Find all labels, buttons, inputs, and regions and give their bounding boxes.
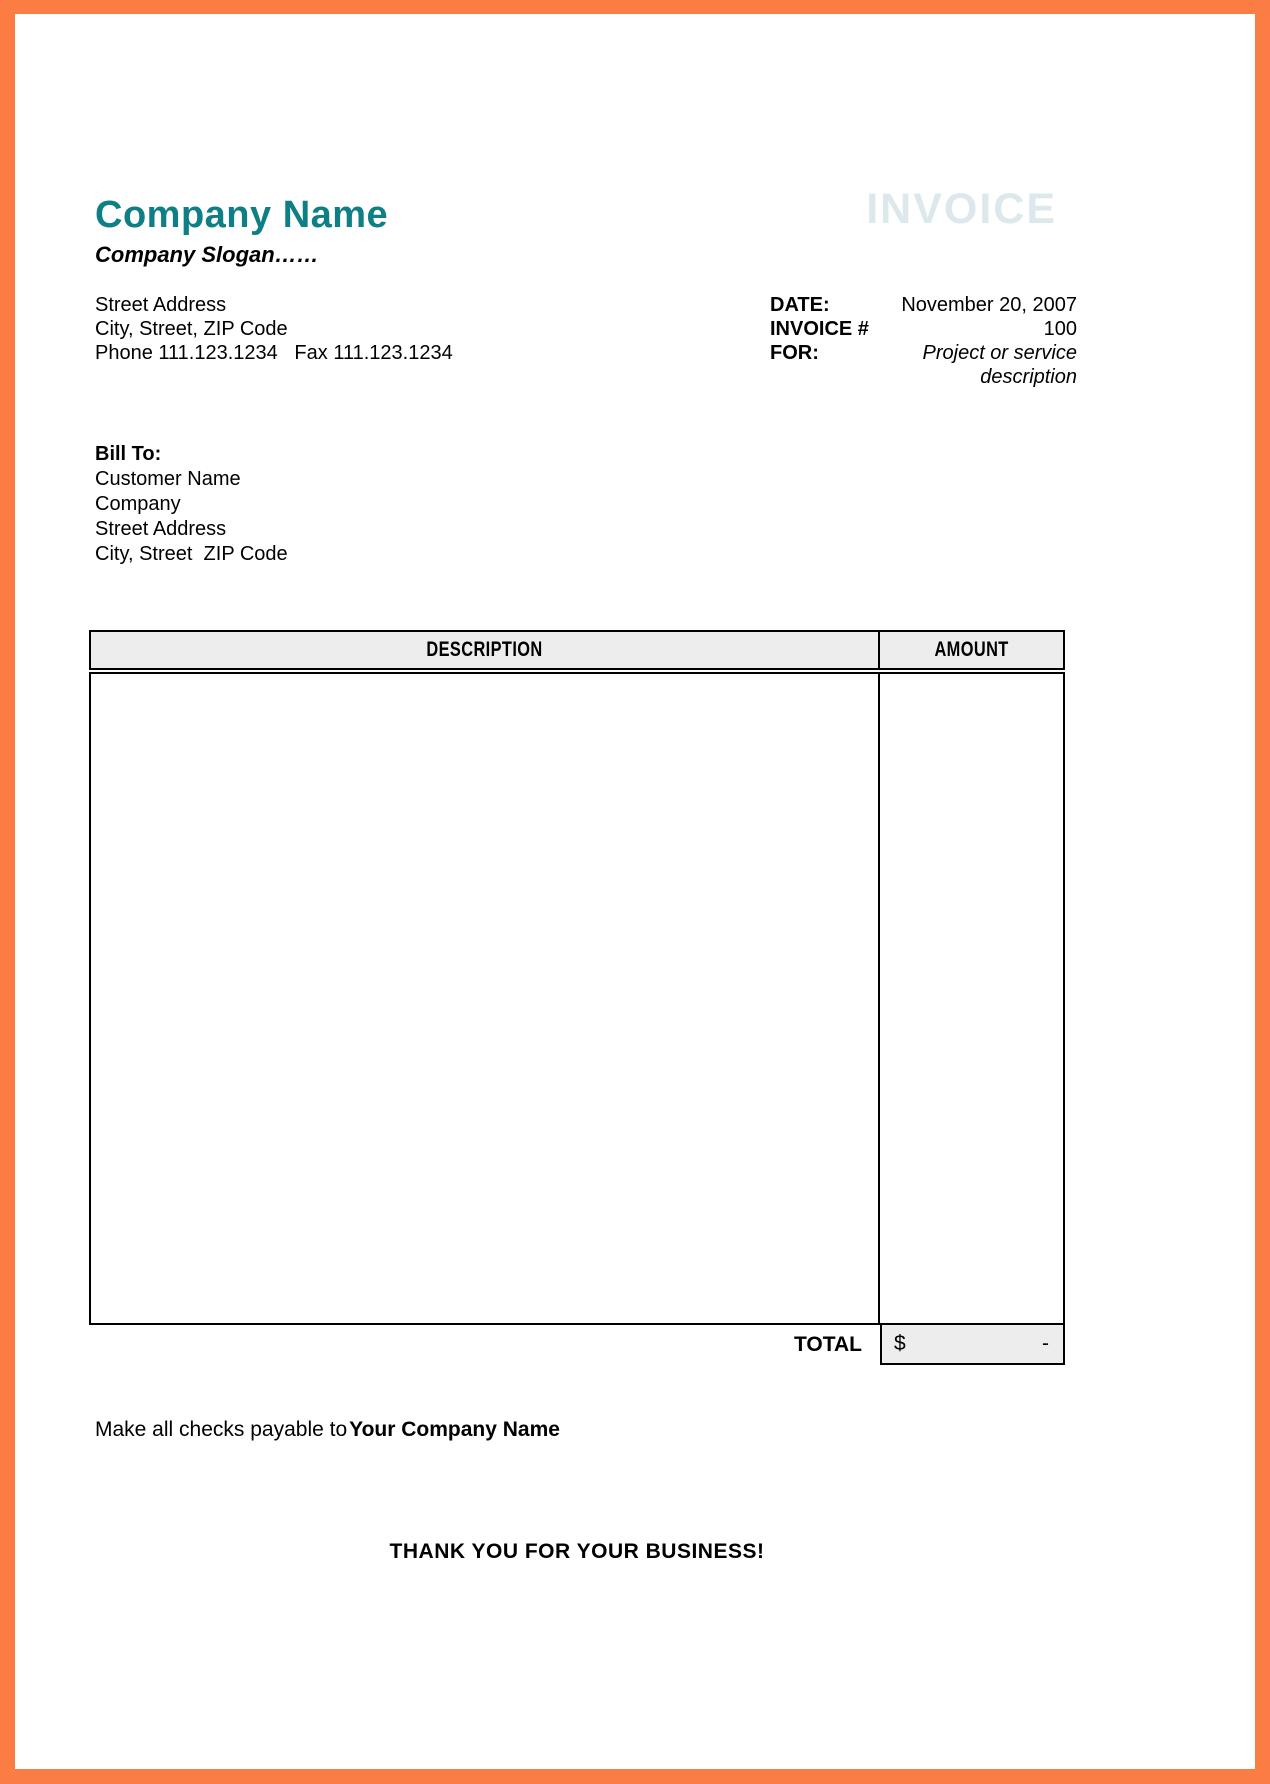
total-currency-symbol: $ bbox=[894, 1332, 906, 1355]
description-column-header bbox=[91, 632, 880, 668]
for-label: FOR: bbox=[770, 342, 819, 364]
total-label: TOTAL bbox=[793, 1333, 862, 1356]
company-address-block bbox=[95, 293, 453, 365]
amount-column-header bbox=[880, 632, 1063, 668]
checks-note-text: Make all checks payable to bbox=[95, 1418, 348, 1441]
thank-you-message: THANK YOU FOR YOUR BUSINESS! bbox=[389, 1540, 765, 1563]
invoice-number-label: INVOICE # bbox=[770, 318, 869, 340]
total-row bbox=[89, 1325, 1065, 1365]
date-value: November 20, 2007 bbox=[901, 294, 1077, 316]
meta-row-date bbox=[770, 293, 1077, 317]
line-items-table bbox=[89, 630, 1065, 1365]
company-name: Company Name bbox=[95, 194, 389, 236]
for-value: Project or service description bbox=[922, 342, 1077, 388]
company-city-zip: City, Street, ZIP Code bbox=[95, 318, 288, 340]
bill-to-label: Bill To: bbox=[95, 443, 162, 465]
meta-row-for bbox=[770, 341, 1077, 389]
invoice-number-value: 100 bbox=[1043, 318, 1077, 340]
company-street-address: Street Address bbox=[95, 294, 227, 316]
bill-to-company: Company bbox=[95, 493, 181, 515]
table-body-empty bbox=[89, 672, 1065, 1325]
total-amount-cell bbox=[880, 1323, 1065, 1365]
column-divider bbox=[878, 674, 880, 1323]
total-value: - bbox=[1042, 1332, 1049, 1355]
company-phone-fax: Phone 111.123.1234 Fax 111.123.1234 bbox=[95, 342, 453, 364]
bill-to-city-zip: City, Street ZIP Code bbox=[95, 543, 288, 565]
meta-row-invoice-number bbox=[770, 317, 1077, 341]
bill-to-customer-name: Customer Name bbox=[95, 468, 241, 490]
date-label: DATE: bbox=[770, 294, 830, 316]
table-header-row bbox=[89, 630, 1065, 670]
amount-header-label: AMOUNT bbox=[934, 638, 1009, 661]
description-header-label: DESCRIPTION bbox=[426, 638, 543, 661]
invoice-meta-block bbox=[770, 293, 1077, 389]
checks-payable-note bbox=[95, 1418, 560, 1442]
payee-company-name: Your Company Name bbox=[349, 1418, 560, 1441]
bill-to-street-address: Street Address bbox=[95, 518, 227, 540]
company-slogan: Company Slogan…… bbox=[95, 242, 319, 267]
bill-to-block bbox=[95, 442, 288, 567]
invoice-page bbox=[15, 14, 1255, 1769]
invoice-title: INVOICE bbox=[866, 185, 1057, 233]
